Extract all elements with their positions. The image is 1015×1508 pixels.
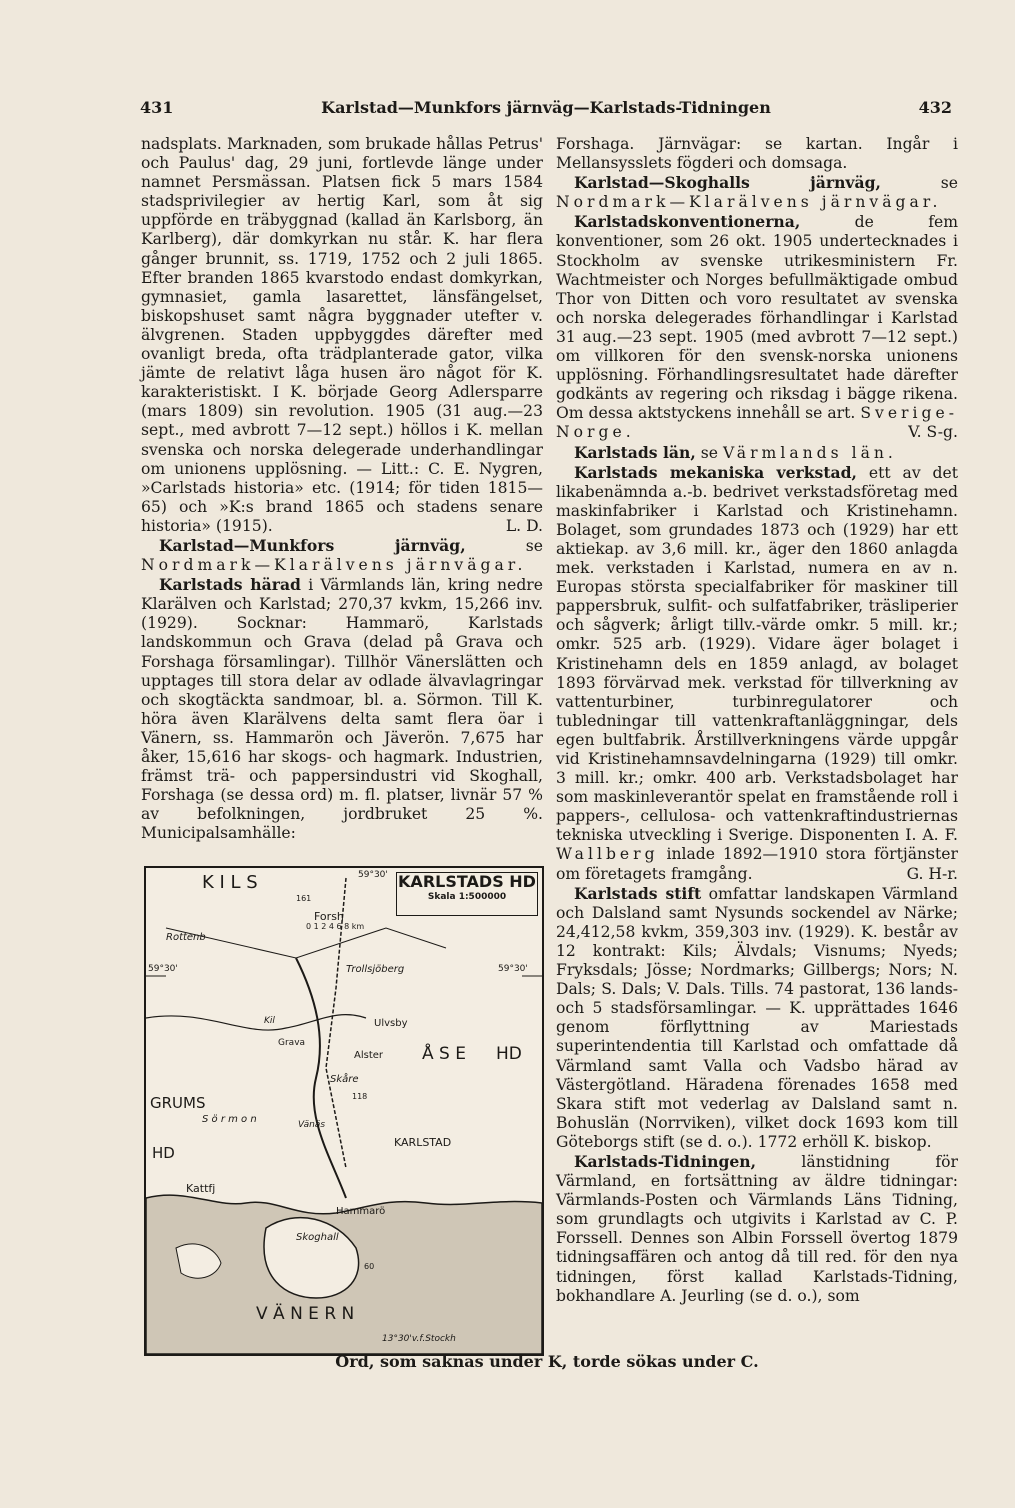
map-scale-ticks: 0 1 2 4 6 8 km (306, 922, 365, 931)
map-label-ase: Å S E (422, 1044, 466, 1064)
entry-karlstadskonventionerna: Karlstadskonventionerna, de fem konventioner, som 26 okt. 1905 undertecknades i Stockholm av svenske utrikesministern Fr. Wachtmeister och Norges befullmäktigade ombud Thor von Ditten och voro resultatet av svenska och norska delegerades förhandlingar i Karlstad 31 aug.—23 sept. 1905 (med avbrott 7—12 sept.) om villkoren för den svensk-norska unionens upplösning. Förhandlingsresultatet hade därefter godkänts av regering och riksdag i bägge rikena. Om dessa aktstyckens innehåll se art. Sverige-Norge. V. S-g. (556, 212, 958, 442)
map-label-hd-left: HD (152, 1144, 175, 1162)
signature: G. H-r. (906, 864, 958, 883)
map-label-alster: Alster (354, 1050, 384, 1061)
running-title: Karlstad—Munkfors järnväg—Karlstads-Tidningen (321, 98, 771, 117)
entry-karlstad-skoghall: Karlstad—Skoghalls järnväg, se Nordmark—Klarälvens järnvägar. (556, 173, 958, 212)
map-label-rottneros: Rottenb (166, 932, 206, 943)
map-title-box (396, 872, 538, 916)
cross-reference: Sverige-Norge. (556, 404, 958, 442)
cross-reference: Nordmark—Klarälvens järnvägar. (141, 556, 527, 575)
map-label-karlstad: KARLSTAD (394, 1136, 452, 1149)
map-label-grums: GRUMS (150, 1094, 206, 1112)
map-label-kattfjord: Kattfj (186, 1182, 216, 1195)
map-label-161: 161 (296, 894, 312, 903)
entry-karlstad-munkfors: Karlstad—Munkfors järnväg, se Nordmark—Klarälvens järnvägar. (141, 535, 543, 575)
map-label-trollsjo: Trollsjöberg (346, 964, 405, 975)
karlstads-harad-map (144, 866, 544, 1356)
map-label-lat-right: 59°30' (498, 964, 528, 974)
map-label-kils: K I L S (202, 872, 258, 893)
map-label-skare: Skåre (330, 1074, 359, 1085)
running-header (140, 98, 952, 120)
entry-heading: Karlstads-Tidningen, (574, 1151, 757, 1171)
page-number-left: 431 (140, 98, 174, 117)
entry-heading: Karlstadskonventionerna, (574, 212, 801, 232)
map-scale: Skala 1:500000 (427, 892, 507, 902)
map-label-vanern: V Ä N E R N (256, 1304, 355, 1324)
page-number-right: 432 (918, 98, 952, 117)
entry-heading: Karlstad—Skoghalls järnväg, (574, 173, 881, 193)
entry-heading: Karlstads mekaniska verkstad, (574, 462, 857, 482)
footer-note: Ord, som saknas under K, torde sökas under C. (335, 1352, 759, 1371)
entry-heading: Karlstads stift (574, 883, 702, 903)
map-label-grava: Grava (278, 1038, 306, 1048)
paragraph-forshaga: Forshaga. Järnvägar: se kartan. Ingår i Mellansysslets fögderi och domsaga. (556, 135, 958, 173)
left-column (141, 135, 543, 843)
entry-karlstads-mekaniska-verkstad: Karlstads mekaniska verkstad, ett av det likabenämnda a.-b. bedrivet verkstadsföretag med maskinfabriker i Karlstad och Kristinehamn. Bolaget, som grundades 1873 och (1929) har ett aktiekap. av 3,6 mill. kr., äger den 1860 anlagda mek. verkstaden i Karlstad, numera en av n. Europas största specialfabriker för maskiner till pappersbruk, sulfit- och sulfatfabriker, träsliperier och sågverk; årligt tillv.-värde omkr. 5 mill. kr.; omkr. 525 arb. (1929). Vidare äger bolaget i Kristinehamn dels en 1859 anlagd, av bolaget 1893 förvärvad mek. verkstad för tillverkning av vattenturbiner, turbinregulatorer och tubledningar till vattenkraftanläggningar, dels egen bultfabrik. Årstillverkningens värde uppgår vid Kristinehamnsavdelningarna (1929) till omkr. 3 mill. kr.; omkr. 400 arb. Verkstadsbolaget har som maskinleverantör spelat en framstående roll i pappers-, cellulosa- och vattenkraftindustriernas tekniska utveckling i Sverige. Disponenten I. A. F. Wallberg inlade 1892—1910 stora förtjänster om företagets framgång. G. H-r. (556, 462, 958, 883)
map-label-ulvsby: Ulvsby (374, 1018, 408, 1029)
map-label-sormon: S ö r m o n (202, 1114, 257, 1125)
entry-karlstads-tidningen: Karlstads-Tidningen, länstidning för Värmland, en fortsättning av äldre tidningar: Värmlands-Posten och Värmlands Läns Tidning, som grundlagts och utgivits i Karlstad av C. P. Forssell. Dennes son Albin Forssell övertog 1879 tidningsaffären och antog då till red. för den nya tidningen, först kallad Karlstads-Tidning, bokhandlare A. Jeurling (se d. o.), som (556, 1151, 958, 1305)
entry-heading: Karlstads härad (159, 575, 301, 595)
paragraph-karlstad-history: nadsplats. Marknaden, som brukade hållas Petrus' och Paulus' dag, 29 juni, fortlevde länge under namnet Persmässan. Platsen fick 5 mars 1584 stadsprivilegier av hertig Karl, som åt sig uppförde en träbyggnad (kallad än Karlsborg, än Karlberg), där domkyrkan nu står. K. har flera gånger brunnit, ss. 1719, 1752 och 2 juli 1865. Efter branden 1865 kvarstodo endast domkyrkan, gymnasiet, gamla lasarettet, länsfängelset, biskopshuset samt några byggnader utefter v. älvgrenen. Staden uppbyggdes därefter med ovanligt breda, ofta trädplanterade gator, vilka jämte de relativt låga husen äro något för K. karakteristiskt. I K. började Georg Adlersparre (mars 1809) sin revolution. 1905 (31 aug.—23 sept., med avbrott 7—12 sept.) höllos i K. mellan svenska och norska delegerade underhandlingar om unionens upplösning. — Litt.: C. E. Nygren, »Carlstads historia» etc. (1914; för tiden 1815—65) och »K:s brand 1865 och stadens senare historia» (1915). L. D. (141, 135, 543, 535)
map-label-lat-left: 59°30' (148, 964, 178, 974)
map-label-hammaro: Hammarö (336, 1206, 386, 1217)
signature: L. D. (505, 516, 543, 535)
right-column (556, 135, 958, 1306)
entry-heading: Karlstad—Munkfors järnväg, (159, 535, 466, 555)
entry-karlstads-lan: Karlstads län, se Värmlands län. (574, 442, 897, 462)
map-label-skoghall: Skoghall (296, 1232, 339, 1243)
cross-reference: Värmlands län. (722, 443, 897, 462)
map-label-kil-road: Kil (264, 1016, 275, 1026)
map-label-lat-top: 59°30' (358, 870, 388, 880)
entry-karlstads-stift: Karlstads stift omfattar landskapen Värmland och Dalsland samt Nysunds sockendel av Närke; 24,412,58 kvkm, 359,303 inv. (1929). K. består av 12 kontrakt: Kils; Älvdals; Visnums; Nyeds; Fryksdals; Jösse; Nordmarks; Gillbergs; Nors; N. Dals; S. Dals; V. Dals. Tills. 74 pastorat, 136 lands- och 5 stadsförsamlingar. — K. upprättades 1646 genom förflyttning av Mariestads superintendentia till Karlstad och omfattade då Värmland samt Valla och Vadsbo härad av Västergötland. Häradena förenades 1658 med Skara stift mot vederlag av Dalsland samt n. Bohuslän (Norrviken), vilket dock 1693 kom till Göteborgs stift (se d. o.). 1772 erhöll K. biskop. (556, 883, 958, 1151)
map-label-118: 118 (352, 1092, 368, 1101)
entry-heading: Karlstads län, (574, 442, 696, 462)
map-label-longitude: 13°30'v.f.Stockh (382, 1334, 456, 1344)
map-label-vanas: Vänäs (298, 1120, 326, 1130)
entry-karlstads-harad: Karlstads härad i Värmlands län, kring nedre Klarälven och Karlstad; 270,37 kvkm, 15,266 inv. (1929). Socknar: Hammarö, Karlstads landskommun och Grava (delad på Grava och Forshaga församlingar). Tillhör Vänerslätten och upptages till stora delar av odlade älvavlagringar och skogtäckta sandmoar, bl. a. Sörmon. Till K. höra även Klarälvens delta samt flera öar i Vänern, ss. Hammarön och Jäverön. 7,675 har åker, 15,616 har skogs- och hagmark. Industrien, främst trä- och pappersindustri vid Skoghall, Forshaga (se dessa ord) m. fl. platser, livnär 57 % av befolkningen, jordbruket 25 %. Municipalsamhälle: (141, 575, 543, 843)
map-title: KARLSTADS HD (398, 872, 536, 891)
person-name: Wallberg (556, 845, 659, 864)
map-label-forshaga: Forsh (314, 910, 344, 923)
map-label-hd-right: HD (496, 1044, 522, 1064)
map-label-60: 60 (364, 1262, 375, 1271)
boundary-line (166, 928, 446, 958)
signature: V. S-g. (908, 423, 958, 442)
cross-reference: Nordmark—Klarälvens järnvägar. (556, 193, 942, 212)
